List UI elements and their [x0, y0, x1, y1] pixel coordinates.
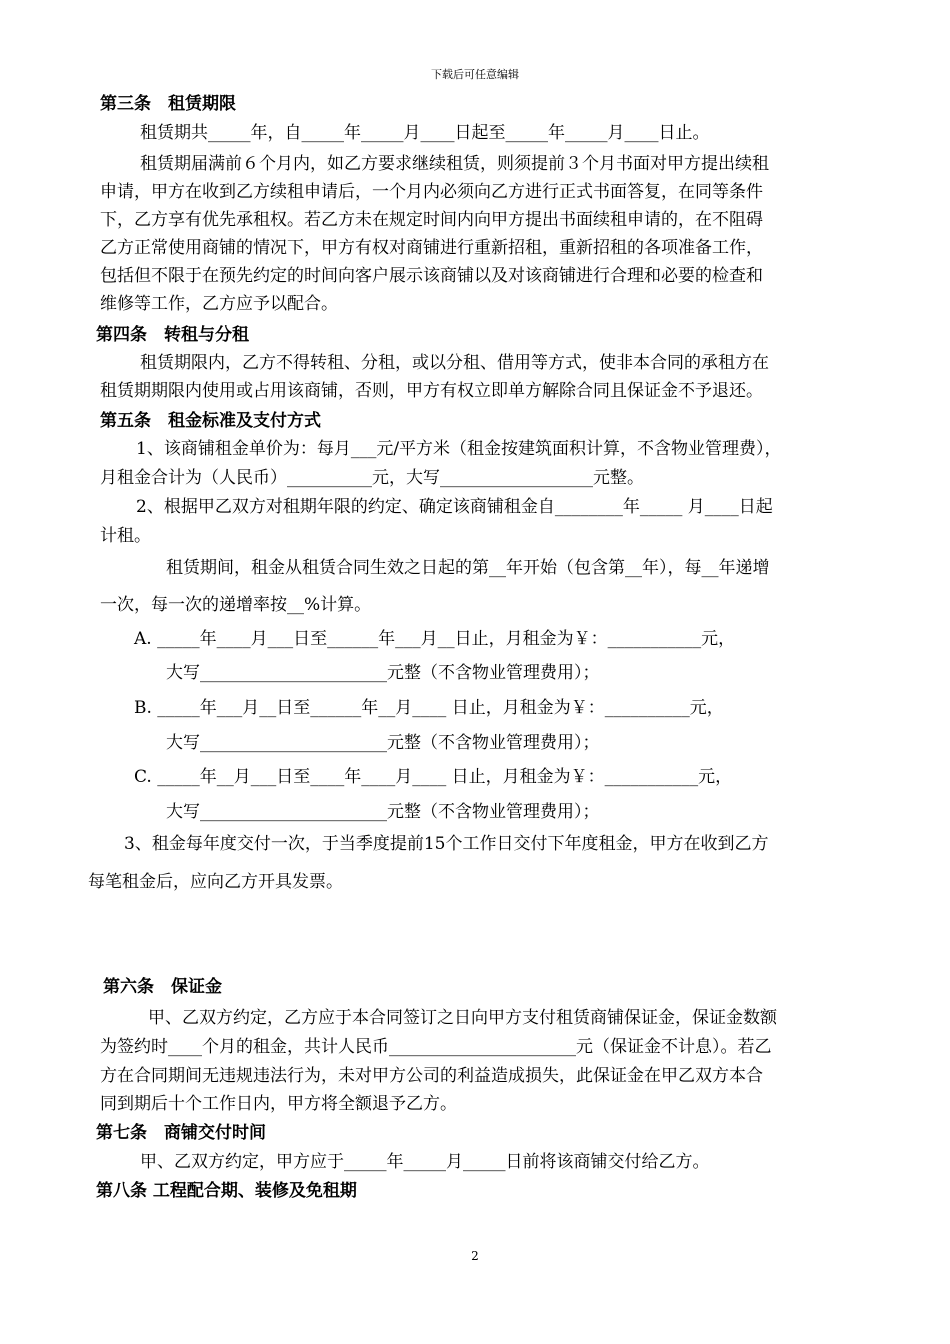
- option-b-amount: 大写______________________元整（不含物业管理费用）；: [166, 733, 600, 753]
- paragraph-line: 申请，甲方在收到乙方续租申请后，一个月内必须向乙方进行正式书面答复，在同等条件: [100, 182, 763, 202]
- paragraph-line: 甲、乙双方约定，乙方应于本合同签订之日向甲方支付租赁商铺保证金，保证金数额: [148, 1008, 777, 1028]
- section-7-title: 第七条 商铺交付时间: [96, 1123, 266, 1143]
- section-8-title: 第八条 工程配合期、装修及免租期: [96, 1181, 357, 1201]
- paragraph-line: 3、租金每年度交付一次，于当季度提前15个工作日交付下年度租金，甲方在收到乙方: [124, 834, 769, 854]
- paragraph-line: 每笔租金后，应向乙方开具发票。: [88, 872, 343, 892]
- paragraph-line: 甲、乙双方约定，甲方应于_____年_____月_____日前将该商铺交付给乙方。: [140, 1152, 710, 1172]
- paragraph-line: 下，乙方享有优先承租权。若乙方未在规定时间内向甲方提出书面续租申请的，在不阻碍: [100, 210, 763, 230]
- paragraph-line: 租赁期期限内使用或占用该商铺，否则，甲方有权立即单方解除合同且保证金不予退还。: [100, 381, 763, 401]
- option-c-amount: 大写______________________元整（不含物业管理费用）；: [166, 802, 600, 822]
- paragraph-line: 维修等工作，乙方应予以配合。: [100, 294, 338, 314]
- paragraph-line: 租赁期届满前６个月内，如乙方要求继续租赁，则须提前３个月书面对甲方提出续租: [140, 154, 769, 174]
- section-3-title: 第三条 租赁期限: [100, 94, 236, 114]
- paragraph-line: 租赁期共_____年，自_____年_____月____日起至_____年_____月____日止。: [140, 123, 710, 143]
- paragraph-line: 2、根据甲乙双方对租期年限的约定、确定该商铺租金自________年_____ 月____日起: [136, 497, 773, 517]
- section-5-title: 第五条 租金标准及支付方式: [100, 411, 321, 431]
- section-6-title: 第六条 保证金: [103, 977, 222, 997]
- option-a-amount: 大写______________________元整（不含物业管理费用）；: [166, 663, 600, 683]
- paragraph-line: 租赁期限内，乙方不得转租、分租，或以分租、借用等方式，使非本合同的承租方在: [140, 353, 769, 373]
- option-a-line: A. _____年____月___日至______年___月__日止，月租金为￥：___________元，: [134, 629, 736, 649]
- option-c-line: C. _____年__月___日至____年____月____ 日止，月租金为￥：___________元，: [134, 767, 733, 787]
- paragraph-line: 同到期后十个工作日内，甲方将全额退予乙方。: [100, 1094, 457, 1114]
- page-number: 2: [471, 1249, 479, 1263]
- paragraph-line: 1、该商铺租金单价为：每月___元/平方米（租金按建筑面积计算，不含物业管理费），: [136, 439, 782, 459]
- paragraph-line: 计租。: [100, 526, 151, 546]
- paragraph-line: 包括但不限于在预先约定的时间向客户展示该商铺以及对该商铺进行合理和必要的检查和: [100, 266, 763, 286]
- paragraph-line: 租赁期间，租金从租赁合同生效之日起的第__年开始（包含第__年），每__年递增: [166, 558, 770, 578]
- paragraph-line: 月租金合计为（人民币）__________元，大写__________________元整。: [100, 468, 644, 488]
- paragraph-line: 乙方正常使用商铺的情况下，甲方有权对商铺进行重新招租，重新招租的各项准备工作，: [100, 238, 763, 258]
- paragraph-line: 方在合同期间无违规违法行为，未对甲方公司的利益造成损失，此保证金在甲乙双方本合: [100, 1066, 763, 1086]
- paragraph-line: 一次，每一次的递增率按__%计算。: [100, 595, 372, 615]
- section-4-title: 第四条 转租与分租: [96, 325, 249, 345]
- option-b-line: B. _____年___月__日至______年__月____ 日止，月租金为￥：__________元，: [134, 698, 724, 718]
- paragraph-line: 为签约时____个月的租金，共计人民币______________________元（保证金不计息）。若乙: [100, 1037, 772, 1057]
- page-header: 下载后可任意编辑: [431, 68, 519, 81]
